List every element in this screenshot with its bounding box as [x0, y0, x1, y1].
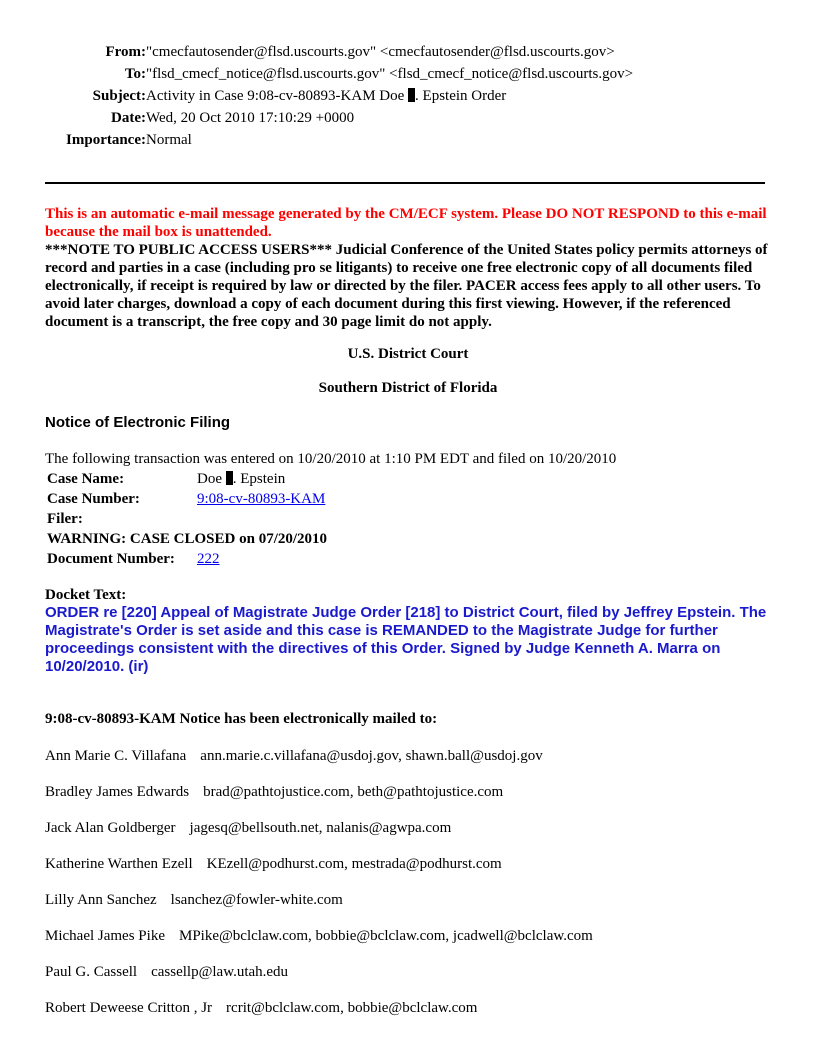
recipient-emails: KEzell@podhurst.com, mestrada@podhurst.com [206, 856, 502, 872]
header-label: Subject: [92, 88, 146, 104]
public-access-note: ***NOTE TO PUBLIC ACCESS USERS*** Judicial Conference of the United States policy permits attorneys of record and parties in a case (including pro se litigants) to receive one free electronic copy of all documents filed electronically, if receipt is required by law or directed by the filer. PACER access fees apply to all other users. To avoid later charges, download a copy of each document during this first viewing. However, if the referenced document is a transcript, the free copy and 30 page limit do not apply. [45, 242, 768, 330]
header-value: Wed, 20 Oct 2010 17:10:29 +0000 [146, 110, 355, 126]
list-item [45, 746, 593, 782]
recipient-emails: rcrit@bclclaw.com, bobbie@bclclaw.com [226, 1000, 478, 1016]
transaction-line: The following transaction was entered on 10/20/2010 at 1:10 PM EDT and filed on 10/20/2010 [45, 451, 617, 467]
header-label: From: [105, 44, 146, 60]
recipient-name: Michael James Pike [45, 928, 165, 944]
case-name-label: Case Name: [47, 471, 125, 487]
case-closed-row [47, 529, 327, 549]
recipient-emails: cassellp@law.utah.edu [151, 964, 289, 980]
nef-title: Notice of Electronic Filing [45, 414, 231, 431]
recipient-name: Paul G. Cassell [45, 964, 138, 980]
case-number-label: Case Number: [47, 491, 140, 507]
redaction-block [226, 471, 233, 485]
list-item [45, 854, 593, 890]
court-district: Southern District of Florida [318, 380, 498, 396]
docket-text-label: Docket Text: [45, 587, 127, 603]
document-number-label: Document Number: [47, 551, 175, 567]
header-label: Date: [111, 110, 146, 126]
recipient-emails: ann.marie.c.villafana@usdoj.gov, shawn.ball@usdoj.gov [200, 748, 543, 764]
case-number-link[interactable]: 9:08-cv-80893-KAM [197, 491, 326, 507]
mailed-to-title: 9:08-cv-80893-KAM Notice has been electronically mailed to: [45, 711, 438, 727]
recipient-name: Robert Deweese Critton , Jr [45, 1000, 213, 1016]
list-item [45, 926, 593, 962]
case-name-value [197, 469, 285, 489]
case-closed-warning: WARNING: CASE CLOSED on 07/20/2010 [47, 531, 328, 547]
header-value: "cmecfautosender@flsd.uscourts.gov" <cmecfautosender@flsd.uscourts.gov> [146, 44, 615, 60]
divider [45, 182, 765, 184]
subject-text-pre: Activity in Case 9:08-cv-80893-KAM Doe [146, 88, 409, 104]
filer-row [47, 509, 327, 529]
filer-label: Filer: [47, 511, 83, 527]
header-value: "flsd_cmecf_notice@flsd.uscourts.gov" <flsd_cmecf_notice@flsd.uscourts.gov> [146, 66, 634, 82]
header-label: Importance: [66, 132, 146, 148]
recipient-emails: MPike@bclclaw.com, bobbie@bclclaw.com, jcadwell@bclclaw.com [178, 928, 593, 944]
email-headers [0, 41, 633, 151]
list-item [45, 782, 593, 818]
header-importance [0, 129, 633, 151]
header-label: To: [124, 66, 146, 82]
header-from [0, 41, 633, 63]
recipient-emails: lsanchez@fowler-white.com [170, 892, 343, 908]
header-subject [0, 85, 633, 107]
list-item [45, 890, 593, 926]
recipient-name: Ann Marie C. Villafana [45, 748, 187, 764]
case-name-pre: Doe [197, 471, 226, 487]
recipient-name: Bradley James Edwards [45, 784, 190, 800]
recipient-name: Lilly Ann Sanchez [45, 892, 157, 908]
header-value [146, 85, 506, 107]
docket-text: ORDER re [220] Appeal of Magistrate Judge Order [218] to District Court, filed by Jeffrey Epstein. The Magistrate's Order is set aside and this case is REMANDED to the Magistrate Judge for further proceedings consistent with the directives of this Order. Signed by Judge Kenneth A. Marra on 10/20/2010. (ir) [45, 604, 767, 675]
subject-text-post: . Epstein Order [415, 88, 507, 104]
list-item [45, 962, 593, 998]
recipient-name: Katherine Warthen Ezell [45, 856, 193, 872]
court-name: U.S. District Court [347, 346, 469, 362]
case-name-post: . Epstein [232, 471, 286, 487]
recipient-name: Jack Alan Goldberger [45, 820, 176, 836]
redaction-block [408, 88, 415, 102]
list-item [45, 818, 593, 854]
recipient-list [45, 746, 593, 1034]
header-value: Normal [146, 132, 192, 148]
recipient-emails: jagesq@bellsouth.net, nalanis@agwpa.com [189, 820, 452, 836]
case-info [47, 469, 327, 569]
document-number-row [47, 549, 327, 569]
case-number-row [47, 489, 327, 509]
auto-message-warning: This is an automatic e-mail message generated by the CM/ECF system. Please DO NOT RESPOND to this e-mail because the mail box is unattended. [45, 206, 767, 240]
header-to [0, 63, 633, 85]
case-name-row [47, 469, 327, 489]
recipient-emails: brad@pathtojustice.com, beth@pathtojustice.com [203, 784, 504, 800]
document-number-link[interactable]: 222 [197, 551, 220, 567]
header-date [0, 107, 633, 129]
list-item [45, 998, 593, 1034]
